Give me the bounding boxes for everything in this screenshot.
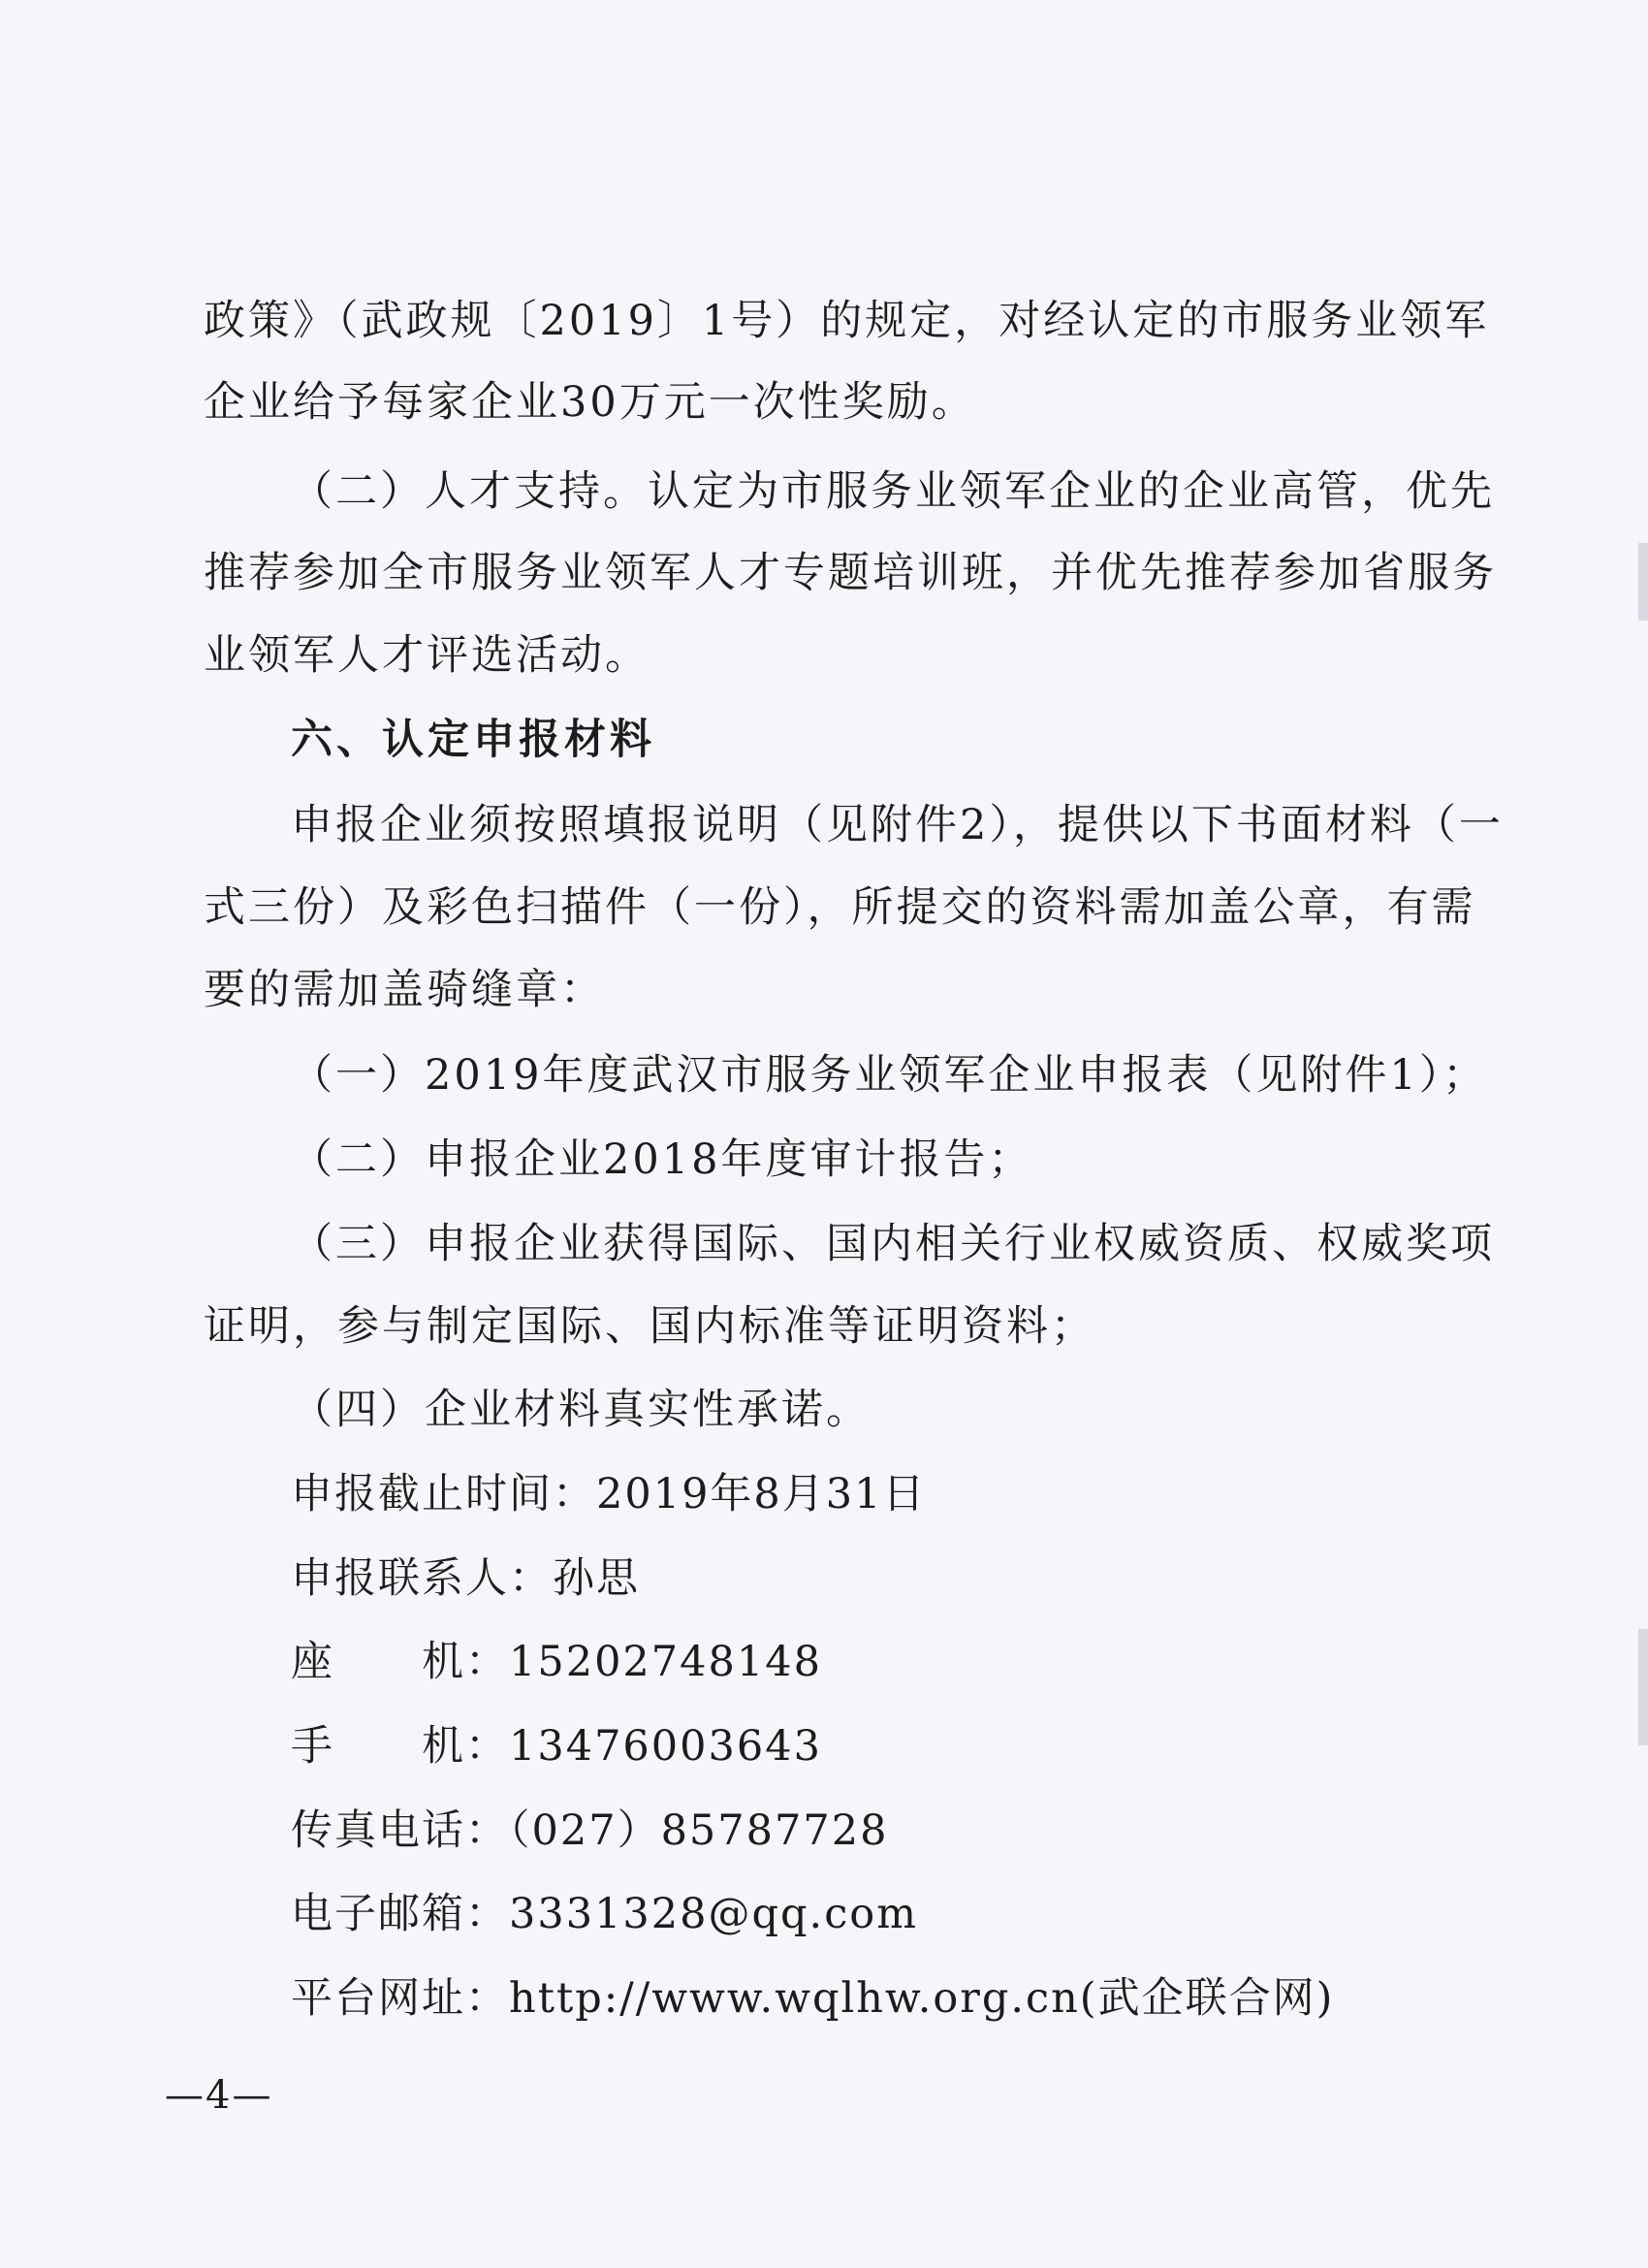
website-line: 平台网址：http://www.wqlhw.org.cn(武企联合网) (291, 1974, 1335, 2023)
paragraph-line: 政策》（武政规〔2019〕1号）的规定，对经认定的市服务业领军 (204, 297, 1490, 345)
mobile-line: 手 机：13476003643 (291, 1722, 822, 1771)
list-item: （一）2019年度武汉市服务业领军企业申报表（见附件1）； (291, 1051, 1488, 1100)
list-item-continuation: 证明，参与制定国际、国内标准等证明资料； (204, 1302, 1095, 1351)
contact-person-line: 申报联系人：孙思 (291, 1554, 640, 1603)
paragraph-line: 企业给予每家企业30万元一次性奖励。 (204, 378, 976, 427)
list-item: （三）申报企业获得国际、国内相关行业权威资质、权威奖项 (291, 1220, 1495, 1268)
email-line: 电子邮箱：3331328@qq.com (291, 1890, 918, 1938)
paragraph-line: 要的需加盖骑缝章： (204, 966, 605, 1014)
page-edge-mark (1638, 1629, 1648, 1745)
fax-line: 传真电话：（027）85787728 (291, 1806, 889, 1855)
list-item: （四）企业材料真实性承诺。 (291, 1386, 871, 1434)
paragraph-line: 申报企业须按照填报说明（见附件2），提供以下书面材料（一 (291, 801, 1504, 849)
deadline-line: 申报截止时间：2019年8月31日 (291, 1470, 927, 1518)
landline-line: 座 机：15202748148 (291, 1638, 822, 1686)
paragraph-line: 业领军人才评选活动。 (204, 631, 650, 680)
list-item: （二）申报企业2018年度审计报告； (291, 1135, 1033, 1184)
paragraph-line: 推荐参加全市服务业领军人才专题培训班，并优先推荐参加省服务 (204, 549, 1497, 597)
paragraph-line: 式三份）及彩色扫描件（一份），所提交的资料需加盖公章，有需 (204, 883, 1476, 932)
section-heading: 六、认定申报材料 (291, 716, 655, 764)
paragraph-line: （二）人才支持。认定为市服务业领军企业的企业高管，优先 (291, 467, 1495, 516)
page-edge-mark (1638, 543, 1648, 621)
page-number: —4— (165, 2073, 273, 2118)
